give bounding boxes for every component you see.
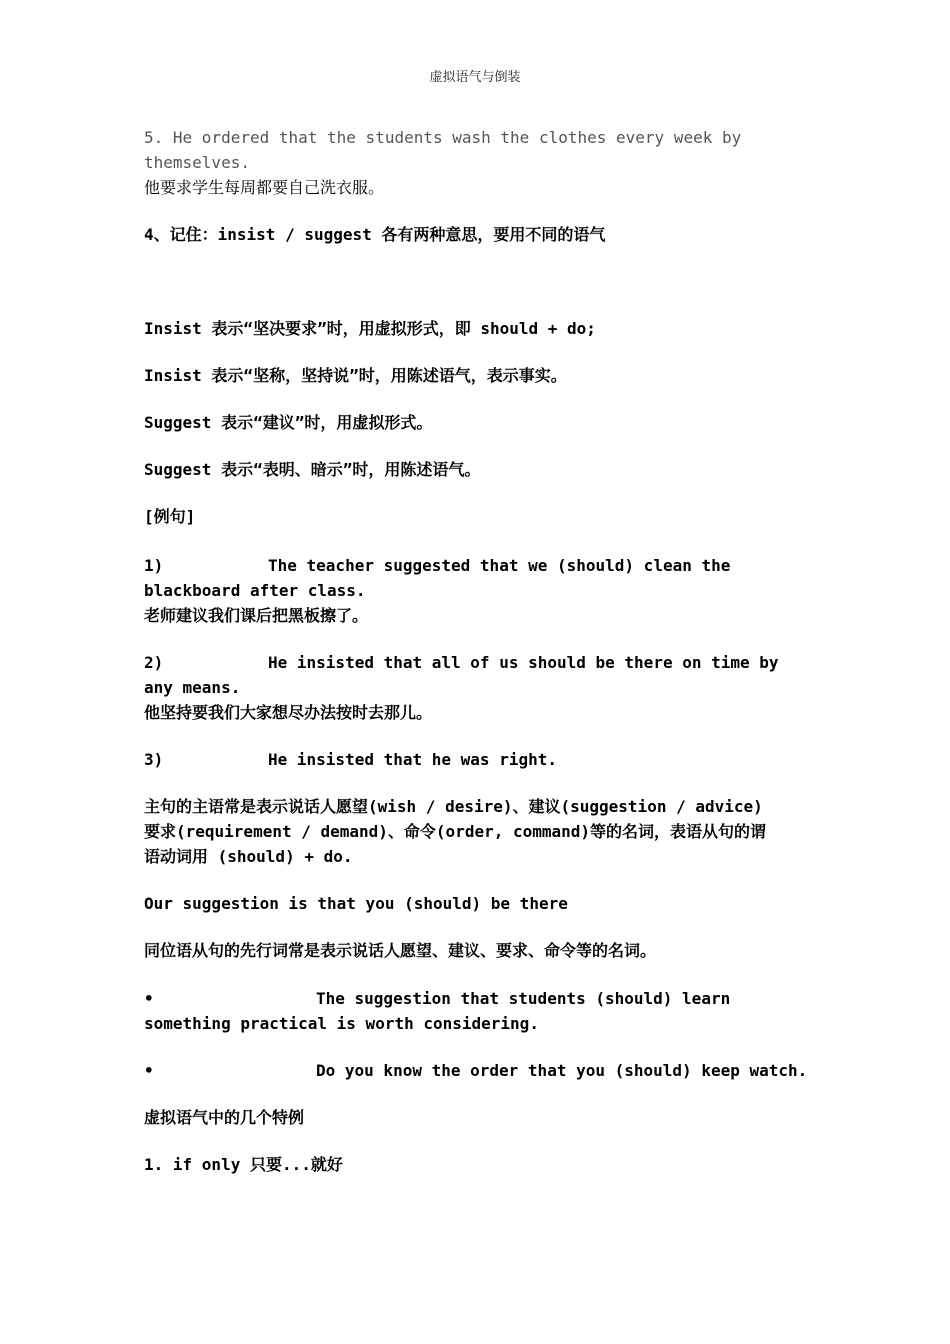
example-1-text: The teacher suggested that we (should) clean the: [268, 556, 731, 575]
example-2-line-1: [144, 650, 779, 675]
example-2-translation: 他坚持要我们大家想尽办法按时去那儿。: [144, 703, 433, 722]
section-4-heading: 4、记住：insist / suggest 各有两种意思，要用不同的语气: [144, 225, 606, 244]
example-1-line-1: [144, 553, 730, 578]
special-cases-heading: 虚拟语气中的几个特例: [144, 1108, 305, 1127]
example-2-text: He insisted that all of us should be there on time by: [268, 653, 779, 672]
bullet-2-text: Do you know the order that you (should) keep watch.: [316, 1061, 808, 1080]
predicative-rule-line-3: 语动词用 (should) + do.: [144, 847, 353, 866]
bullet-1-marker: •: [144, 989, 154, 1008]
example-3-line-1: [144, 747, 557, 772]
bullet-2-marker: •: [144, 1061, 154, 1080]
page-header-title: 虚拟语气与倒装: [429, 70, 521, 85]
predicative-rule-line-2: 要求(requirement / demand)、命令(order, command)等的名词，表语从句的谓: [144, 822, 767, 841]
suggest-rule-1: Suggest 表示“建议”时，用虚拟形式。: [144, 413, 433, 432]
bullet-1-line-1: [144, 986, 730, 1011]
insist-rule-2: Insist 表示“坚称，坚持说”时，用陈述语气，表示事实。: [144, 366, 567, 385]
example-1-line-2: blackboard after class.: [144, 581, 366, 600]
if-only-item: 1. if only 只要...就好: [144, 1155, 343, 1174]
suggest-rule-2: Suggest 表示“表明、暗示”时，用陈述语气。: [144, 460, 481, 479]
insist-rule-1: Insist 表示“坚决要求”时，用虚拟形式，即 should + do;: [144, 319, 596, 338]
appositive-rule: 同位语从句的先行词常是表示说话人愿望、建议、要求、命令等的名词。: [144, 941, 657, 960]
example-1-translation: 老师建议我们课后把黑板擦了。: [144, 606, 369, 625]
bullet-2-line-1: [144, 1058, 807, 1083]
example-label: [例句]: [144, 507, 196, 526]
example-3-number: 3): [144, 750, 164, 769]
example-1-number: 1): [144, 556, 164, 575]
paragraph-5-line-2: themselves.: [144, 153, 250, 172]
example-3-text: He insisted that he was right.: [268, 750, 557, 769]
bullet-1-line-2: something practical is worth considering.: [144, 1014, 539, 1033]
paragraph-5-line-1: 5. He ordered that the students wash the clothes every week by: [144, 128, 742, 147]
example-2-line-2: any means.: [144, 678, 241, 697]
predicative-rule-line-1: 主句的主语常是表示说话人愿望(wish / desire)、建议(suggestion / advice): [144, 797, 763, 816]
bullet-1-text: The suggestion that students (should) learn: [316, 989, 731, 1008]
predicative-rule-example: Our suggestion is that you (should) be there: [144, 894, 568, 913]
example-2-number: 2): [144, 653, 164, 672]
paragraph-5-translation: 他要求学生每周都要自己洗衣服。: [144, 178, 385, 197]
